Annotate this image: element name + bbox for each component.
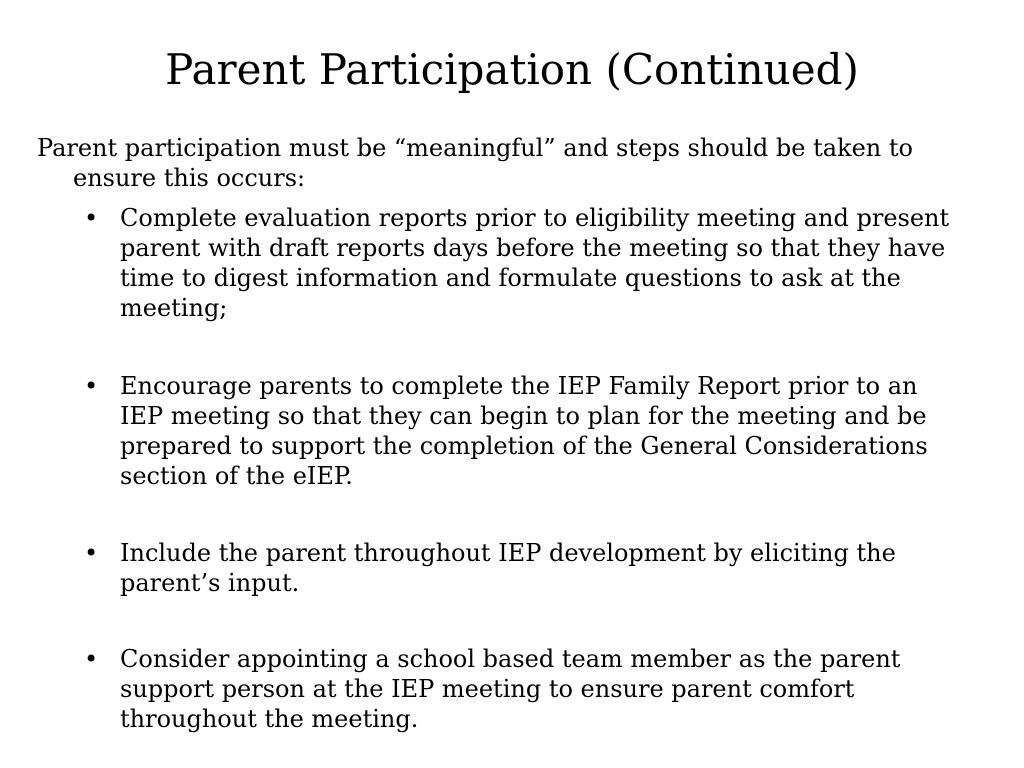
bullet-item [84, 371, 964, 491]
bullet-item [84, 203, 964, 323]
bullet-marker-icon: • [84, 372, 99, 400]
bullet-text: Consider appointing a school based team member as the parent support person at the IEP meeting to ensure parent comfort throughout the meeting. [120, 645, 901, 733]
bullet-text: Encourage parents to complete the IEP Family Report prior to an IEP meeting so that they can begin to plan for the meeting and be prepared to support the completion of the General Considerations section of the eIEP. [120, 372, 928, 490]
bullet-marker-icon: • [84, 204, 99, 232]
bullet-text: Include the parent throughout IEP development by eliciting the parent’s input. [120, 539, 896, 597]
bullet-marker-icon: • [84, 539, 99, 567]
slide-title: Parent Participation (Continued) [165, 45, 859, 94]
bullet-item [84, 644, 964, 734]
bullet-text: Complete evaluation reports prior to eligibility meeting and present parent with draft reports days before the meeting so that they have time to digest information and formulate questions to ask at the meeting; [120, 204, 950, 322]
bullet-marker-icon: • [84, 645, 99, 673]
intro-paragraph: Parent participation must be “meaningful” and steps should be taken to ensure this occurs: [37, 134, 913, 192]
bullet-item [84, 538, 964, 598]
